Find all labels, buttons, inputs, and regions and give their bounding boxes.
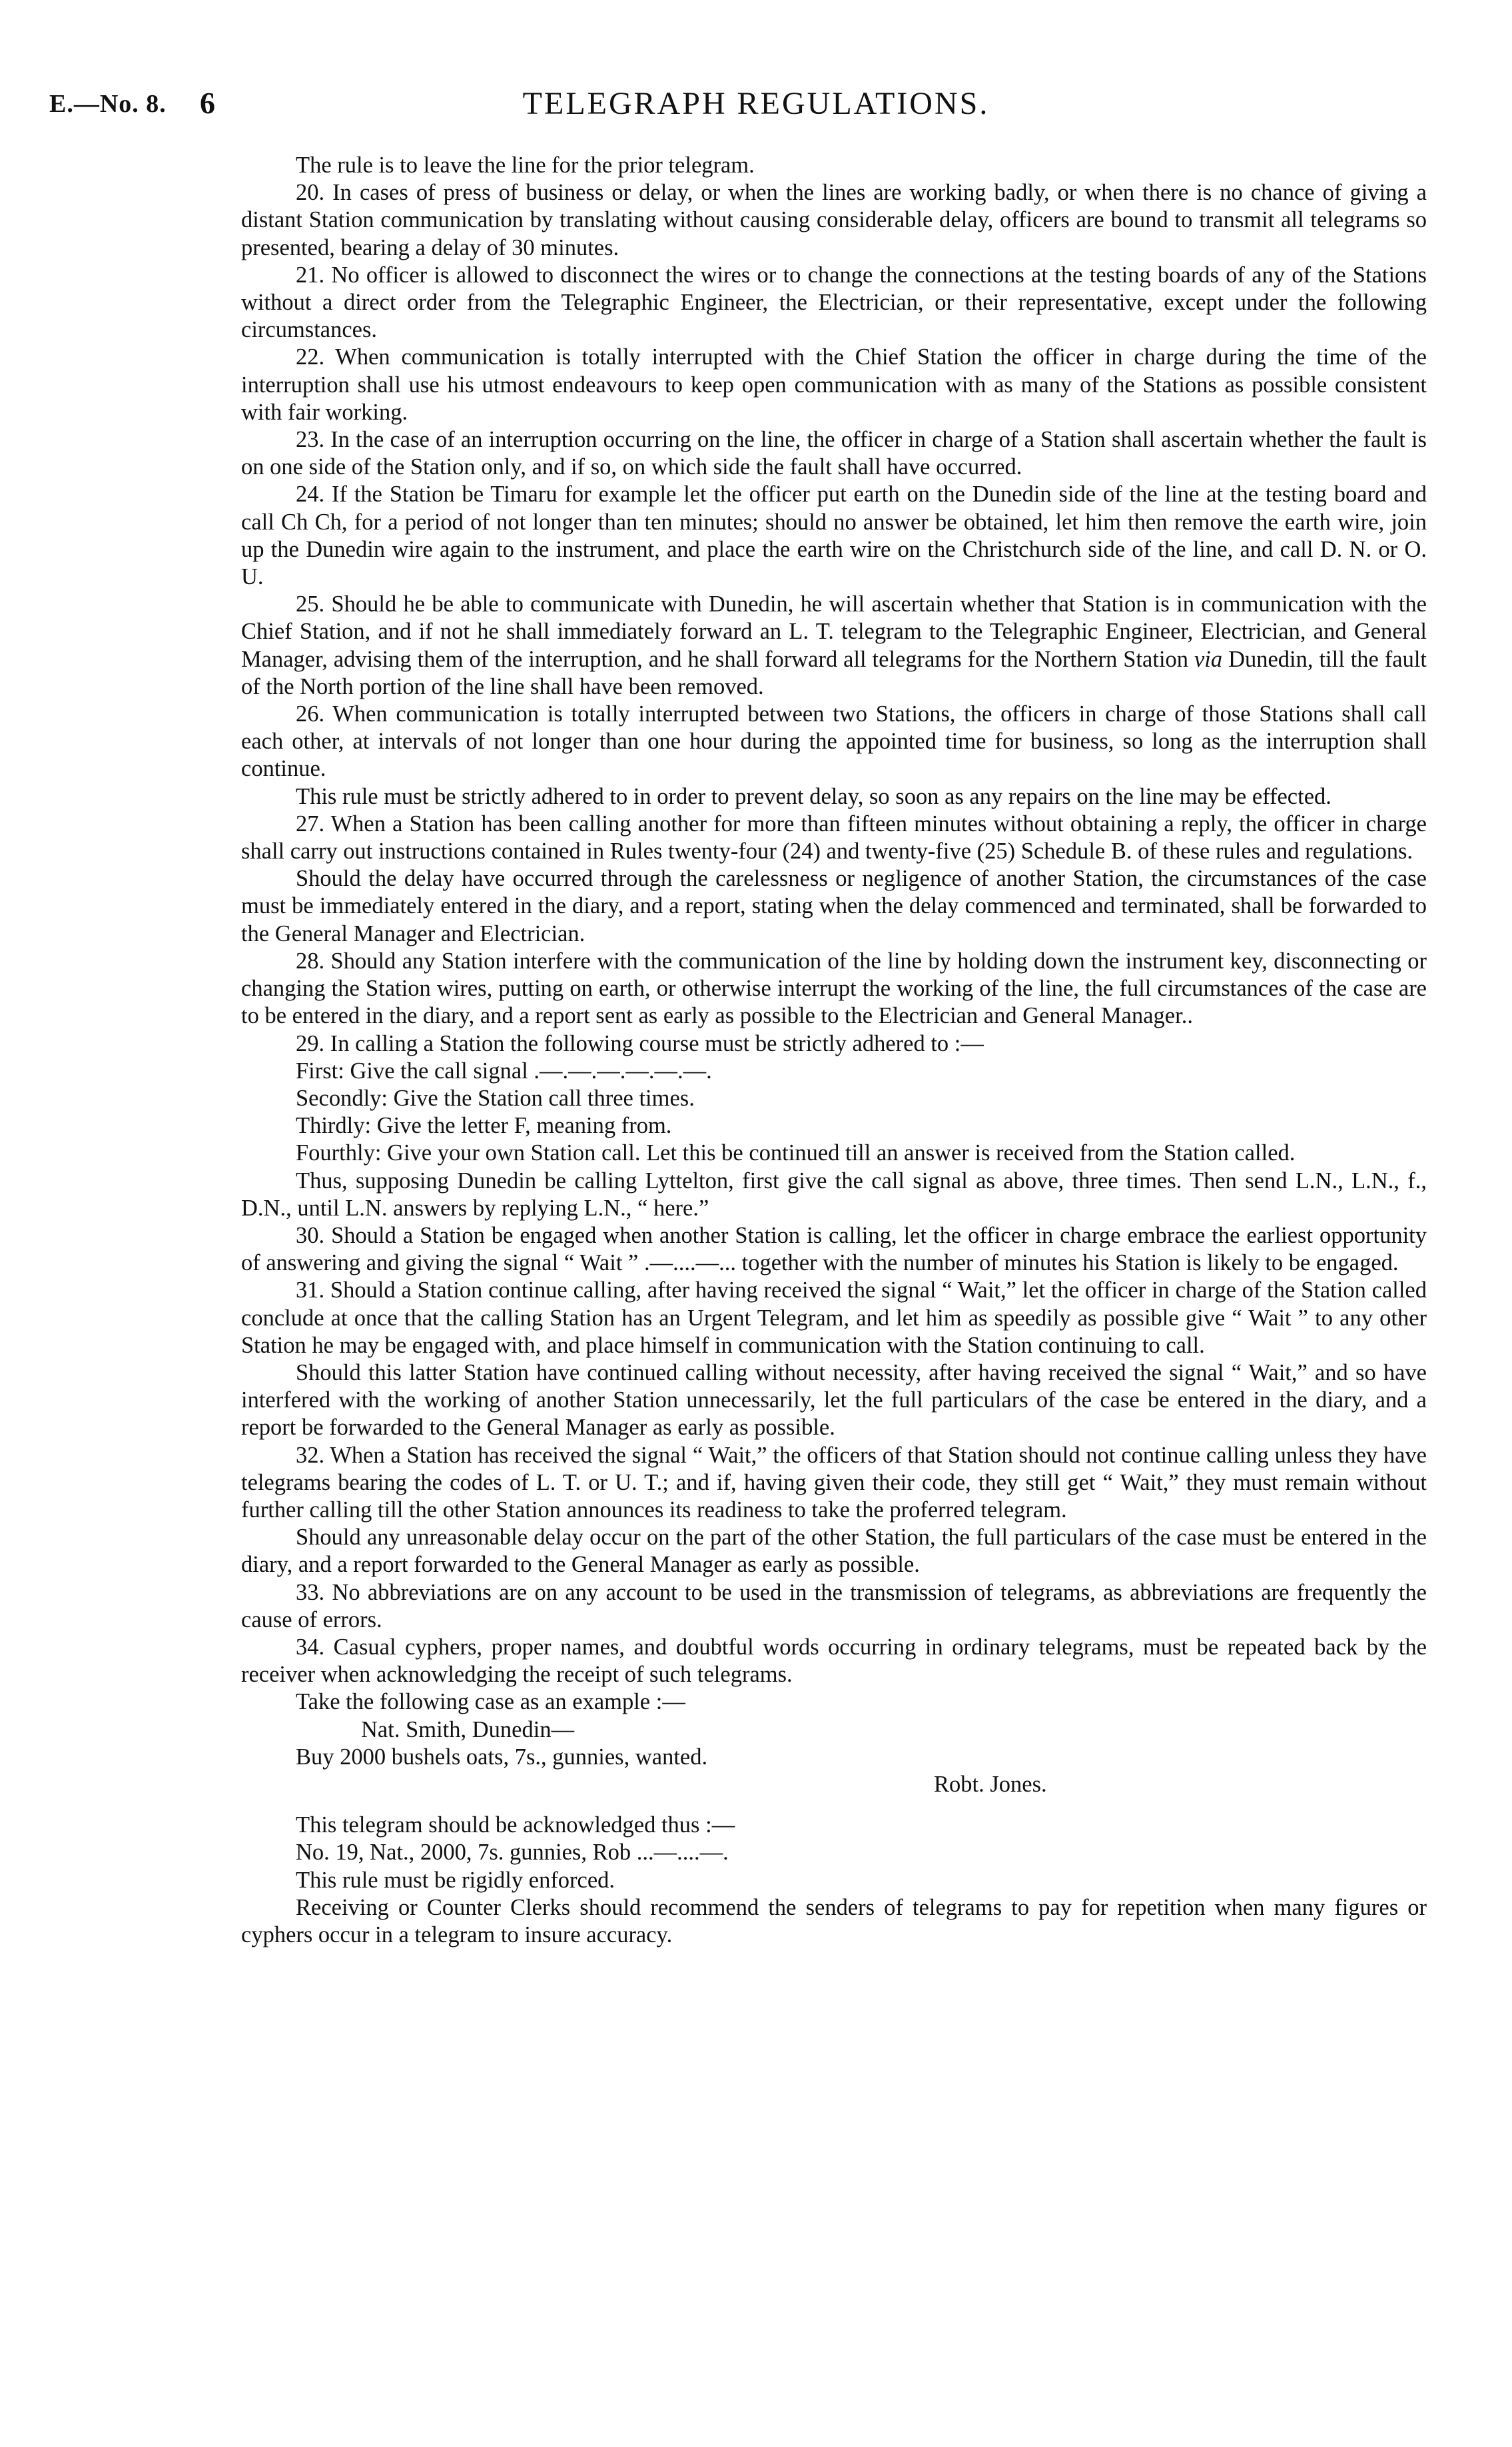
paragraph-rule-28: 28. Should any Station interfere with the communication of the line by holding down the instrument key, disconnecting or changing the Station wires, putting on earth, or otherwise interrupt the working of the line, the full circumstances of the case are to be entered in the diary, and a report sent as early as possible to the Electrician and General Manager.. [241,948,1427,1029]
paragraph-rule-34: 34. Casual cyphers, proper names, and doubtful words occurring in ordinary telegrams, must be repeated back by the receiver when acknowledging the receipt of such telegrams. [241,1634,1427,1688]
paragraph-rule-23: 23. In the case of an interruption occurring on the line, the officer in charge of a Station shall ascertain whether the fault is on one side of the Station only, and if so, on which side the fault shall have occurred. [241,427,1427,480]
via-italic: via [1194,646,1223,672]
rule-25-text: 25. Should he be able to communicate with Dunedin, he will ascertain whether that Station is in communication with the Chief Station, and if not he shall immediately forward an L. T. telegram to the Telegraphic Engineer, Electrician, and General Manager, advising them of the interruption, and he shall forward all telegrams for the Northern Station [241,591,1427,672]
paragraph-rule-22: 22. When communication is totally interrupted with the Chief Station the officer in charge during the time of the interruption shall use his utmost endeavours to keep open communication with as many of the Stations as possible consistent with fair working. [241,344,1427,425]
paragraph: Take the following case as an example :— [296,1689,685,1715]
paragraph: The rule is to leave the line for the prior telegram. [296,153,755,178]
acknowledgement-line: This rule must be rigidly enforced. [296,1867,615,1893]
call-step: First: Give the call signal .—.—.—.—.—.—. [296,1058,712,1084]
paragraph: Should the delay have occurred through the carelessness or negligence of another Station, the circumstances of the case must be immediately entered in the diary, and a report, stating when the delay commenced and terminated, shall be forwarded to the General Manager and Electrician. [241,866,1427,946]
paragraph: Should this latter Station have continued calling without necessity, after having received the signal “ Wait,” and so have interfered with the working of another Station unnecessarily, let the full particulars of the case be entered in the diary, and a report be forwarded to the General Manager as early as possible. [241,1359,1427,1441]
paragraph-rule-24: 24. If the Station be Timaru for example let the officer put earth on the Dunedin side of the line at the testing board and call Ch Ch, for a period of not longer than ten minutes; should no answer be obtained, let him then remove the earth wire, join up the Dunedin wire again to the instrument, and place the earth wire on the Christchurch side of the line, and call D. N. or O. U. [241,482,1427,590]
call-step: Thirdly: Give the letter F, meaning from. [296,1113,672,1139]
rule-25-text-end: Dunedin, till the fault of the North portion of the line shall have been removed. [241,646,1427,699]
paragraph: Thus, supposing Dunedin be calling Lyttelton, first give the call signal as above, three times. Then send L.N., L.N., f., D.N., until L.N. answers by replying L.N., “ here.” [241,1168,1427,1221]
telegram-message: Buy 2000 bushels oats, 7s., gunnies, wanted. [296,1744,708,1770]
call-step: Secondly: Give the Station call three times. [296,1085,695,1111]
running-title: TELEGRAPH REGULATIONS. [522,86,990,121]
paragraph-rule-32: 32. When a Station has received the signal “ Wait,” the officers of that Station should not continue calling unless they have telegrams bearing the codes of L. T. or U. T.; and if, having given their code, they still get “ Wait,” they must remain without further calling till the other Station announces its readiness to take the proferred telegram. [241,1442,1427,1523]
document-reference: E.—No. 8. [49,90,167,118]
paragraph-rule-29: 29. In calling a Station the following course must be strictly adhered to :— [296,1030,984,1056]
page-header [0,85,1512,125]
telegram-signature: Robt. Jones. [934,1771,1047,1797]
body-text [241,152,1427,1949]
call-step: Fourthly: Give your own Station call. Let this be continued till an answer is received from the Station called. [296,1140,1296,1166]
paragraph-rule-21: 21. No officer is allowed to disconnect the wires or to change the connections at the testing boards of any of the Stations without a direct order from the Telegraphic Engineer, the Electrician, or their representative, except under the following circumstances. [241,262,1427,343]
paragraph-rule-31: 31. Should a Station continue calling, after having received the signal “ Wait,” let the officer in charge of the Station called conclude at once that the calling Station has an Urgent Telegram, and let him as speedily as possible give “ Wait ” to any other Station he may be engaged with, and place himself in communication with the Station continuing to call. [241,1277,1427,1358]
paragraph-rule-33: 33. No abbreviations are on any account to be used in the transmission of telegrams, as abbreviations are frequently the cause of errors. [241,1579,1427,1632]
page-number: 6 [200,86,215,120]
acknowledgement-line: No. 19, Nat., 2000, 7s. gunnies, Rob ...—....—. [296,1840,729,1866]
paragraph-rule-20: 20. In cases of press of business or delay, or when the lines are working badly, or when there is no chance of giving a distant Station communication by translating without causing considerable delay, officers are bound to transmit all telegrams so presented, bearing a delay of 30 minutes. [241,180,1427,260]
paragraph: Receiving or Counter Clerks should recommend the senders of telegrams to pay for repetition when many figures or cyphers occur in a telegram to insure accuracy. [241,1894,1427,1947]
paragraph: This rule must be strictly adhered to in order to prevent delay, so soon as any repairs on the line may be effected. [296,783,1331,809]
paragraph-rule-27: 27. When a Station has been calling another for more than fifteen minutes without obtaining a reply, the officer in charge shall carry out instructions contained in Rules twenty-four (24) and twenty-five (25) Schedule B. of these rules and regulations. [241,811,1427,865]
paragraph-rule-26: 26. When communication is totally interrupted between two Stations, the officers in charge of those Stations shall call each other, at intervals of not longer than one hour during the appointed time for business, so long as the interruption shall continue. [241,701,1427,782]
paragraph-rule-25 [241,591,1427,701]
paragraph-rule-30: 30. Should a Station be engaged when another Station is calling, let the officer in charge embrace the earliest opportunity of answering and giving the signal “ Wait ” .—....—... together with the number of minutes his Station is likely to be engaged. [241,1222,1427,1276]
acknowledgement-line: This telegram should be acknowledged thus :— [296,1812,735,1838]
telegram-address: Nat. Smith, Dunedin— [361,1716,575,1742]
spacer [241,1798,1427,1812]
paragraph: Should any unreasonable delay occur on the part of the other Station, the full particulars of the case must be entered in the diary, and a report forwarded to the General Manager as early as possible. [241,1525,1427,1578]
